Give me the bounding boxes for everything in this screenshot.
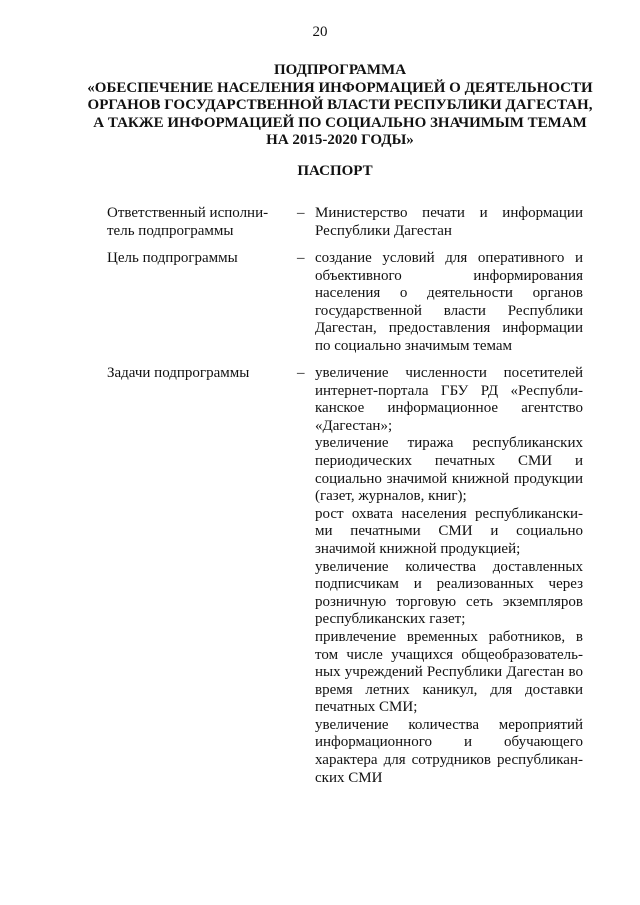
row-label bbox=[107, 205, 277, 240]
value-line: увеличение тиража республиканских bbox=[315, 435, 583, 452]
value-line: «Дагестан»; bbox=[315, 417, 393, 434]
value-line: увеличение количества доставленных bbox=[315, 558, 583, 575]
subprogram-title bbox=[60, 62, 620, 150]
value-line: интернет-портала ГБУ РД «Республи- bbox=[315, 382, 583, 399]
row-value bbox=[315, 365, 583, 787]
value-line: республиканских газет; bbox=[315, 611, 466, 628]
value-line: социально значимой книжной продукции bbox=[315, 470, 583, 487]
title-line: А ТАКЖЕ ИНФОРМАЦИЕЙ ПО СОЦИАЛЬНО ЗНАЧИМЫМ ТЕМАМ bbox=[93, 114, 587, 131]
dash-separator: – bbox=[297, 205, 305, 221]
passport-heading: ПАСПОРТ bbox=[297, 163, 373, 179]
row-value bbox=[315, 250, 583, 356]
title-line: НА 2015-2020 ГОДЫ» bbox=[266, 132, 414, 148]
value-line: Республики Дагестан bbox=[315, 222, 452, 239]
value-line: печатных СМИ; bbox=[315, 699, 418, 716]
label-line: Задачи подпрограммы bbox=[107, 365, 250, 381]
label-line: тель подпрограммы bbox=[107, 222, 234, 239]
value-line: привлечение временных работников, в bbox=[315, 628, 583, 645]
title-line: ПОДПРОГРАММА bbox=[273, 62, 407, 78]
dash-separator: – bbox=[297, 250, 305, 266]
value-line: характера для сотрудников республикан- bbox=[315, 752, 583, 769]
value-line: увеличение количества мероприятий bbox=[315, 716, 583, 733]
value-line: по социально значимым темам bbox=[315, 337, 513, 354]
title-line: ОРГАНОВ ГОСУДАРСТВЕННОЙ ВЛАСТИ РЕСПУБЛИКИ ДАГЕСТАН, bbox=[87, 97, 593, 113]
row-label bbox=[107, 250, 277, 268]
passport-row-tasks bbox=[0, 365, 640, 787]
value-line: (газет, журналов, книг); bbox=[315, 488, 467, 505]
value-line: населения о деятельности органов bbox=[315, 285, 583, 302]
passport-row-responsible-executor bbox=[0, 205, 640, 250]
value-line: канское информационное агентство bbox=[315, 400, 583, 417]
dash-separator: – bbox=[297, 365, 305, 381]
passport-row-goal bbox=[0, 250, 640, 365]
value-line: государственной власти Республики bbox=[315, 302, 583, 319]
value-line: ских СМИ bbox=[315, 769, 383, 786]
value-line: рост охвата населения республикански- bbox=[315, 505, 583, 522]
value-line: информационного и обучающего bbox=[315, 734, 583, 751]
value-line: Министерство печати и информации bbox=[315, 205, 583, 221]
value-line: объективного информирования bbox=[315, 267, 583, 284]
value-line: подписчикам и реализованных через bbox=[315, 576, 583, 593]
page-number: 20 bbox=[312, 24, 328, 40]
label-line: Ответственный исполни- bbox=[107, 205, 269, 221]
title-line: «ОБЕСПЕЧЕНИЕ НАСЕЛЕНИЯ ИНФОРМАЦИЕЙ О ДЕЯТЕЛЬНОСТИ bbox=[87, 79, 593, 96]
value-line: ных учреждений Республики Дагестан во bbox=[315, 664, 583, 681]
row-value bbox=[315, 205, 583, 240]
passport-table bbox=[0, 205, 640, 787]
row-label bbox=[107, 365, 277, 383]
value-line: создание условий для оперативного и bbox=[315, 250, 583, 266]
value-line: периодических печатных СМИ и bbox=[315, 452, 583, 469]
value-line: Дагестан, предоставления информации bbox=[315, 320, 583, 337]
value-line: том числе учащихся общеобразователь- bbox=[315, 646, 583, 663]
value-line: розничную торговую сеть экземпляров bbox=[315, 593, 583, 610]
value-line: время летних каникул, для доставки bbox=[315, 681, 583, 698]
label-line: Цель подпрограммы bbox=[107, 250, 238, 266]
value-line: увеличение численности посетителей bbox=[315, 365, 583, 381]
value-line: значимой книжной продукцией; bbox=[315, 540, 521, 557]
value-line: ми печатными СМИ и социально bbox=[315, 523, 583, 540]
